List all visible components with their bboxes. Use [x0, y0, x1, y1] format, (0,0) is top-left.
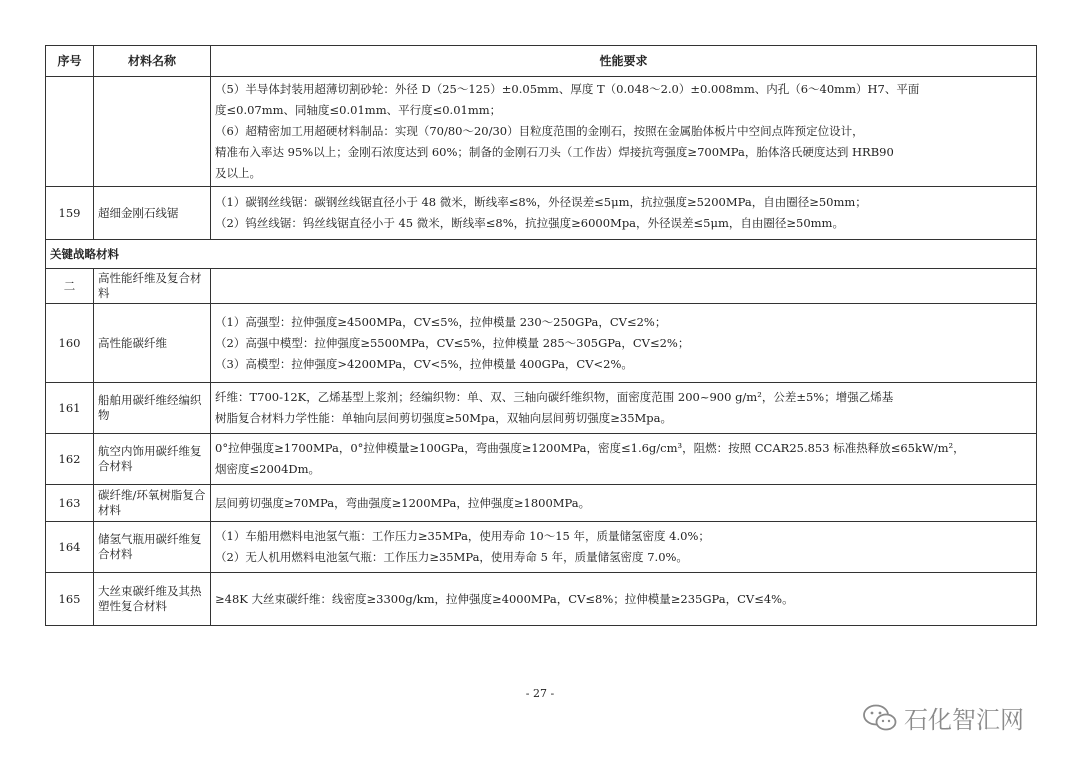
cell-perf: [211, 304, 1037, 383]
cell-perf: [211, 187, 1037, 240]
table-header-row: [46, 46, 1037, 77]
cell-name: [94, 77, 211, 187]
table-row: [46, 304, 1037, 383]
cell-no: 165: [46, 573, 94, 626]
cell-perf: [211, 269, 1037, 304]
perf-line: （1）车船用燃料电池氢气瓶：工作压力≥35MPa，使用寿命 10～15 年，质量储氢密度 4.0%；: [215, 529, 710, 543]
cell-no: 164: [46, 522, 94, 573]
perf-line: （2）高强中模型：拉伸强度≥5500MPa，CV≤5%，拉伸模量 285～305GPa，CV≤2%；: [215, 335, 690, 350]
spec-table: [45, 45, 1037, 626]
cell-name: 高性能碳纤维: [94, 304, 211, 383]
perf-line: 度≤0.07mm、同轴度≤0.01mm、平行度≤0.01mm；: [215, 103, 502, 117]
perf-line: 及以上。: [215, 166, 261, 180]
cell-no: 160: [46, 304, 94, 383]
cell-perf: [211, 77, 1037, 187]
perf-line: 烟密度≤2004Dm。: [215, 462, 321, 476]
page-number: - 27 -: [525, 687, 555, 700]
perf-line: 0°拉伸强度≥1700MPa，0°拉伸模量≥100GPa，弯曲强度≥1200MPa，密度≤1.6g/cm³，阻燃：按照 CCAR25.853 标准热释放≤65kW/m²，: [215, 441, 965, 455]
watermark-text: 石化智汇网: [904, 706, 1024, 734]
perf-line: ≥48K 大丝束碳纤维：线密度≥3300g/km，拉伸强度≥4000MPa，CV≤8%；拉伸模量≥235GPa，CV≤4%。: [215, 591, 794, 606]
table-row: [46, 434, 1037, 485]
cell-name: 船舶用碳纤维经编织物: [94, 383, 211, 434]
cell-no: 159: [46, 187, 94, 240]
group-row: [46, 269, 1037, 304]
table-row: [46, 187, 1037, 240]
perf-line: （6）超精密加工用超硬材料制品：实现（70/80～20/30）目粒度范围的金刚石，按照在金属胎体板片中空间点阵预定位设计，: [215, 124, 864, 138]
cell-no: 163: [46, 485, 94, 522]
perf-line: 精准布入率达 95%以上；金刚石浓度达到 60%；制备的金刚石刀头（工作齿）焊接抗弯强度≥700MPa，胎体洛氏硬度达到 HRB90: [215, 145, 894, 159]
section-title: 关键战略材料: [46, 240, 1037, 269]
cell-perf: [211, 434, 1037, 485]
perf-line: （1）高强型：拉伸强度≥4500MPa，CV≤5%，拉伸模量 230～250GPa，CV≤2%；: [215, 314, 667, 329]
cell-no: [46, 77, 94, 187]
table-row: [46, 383, 1037, 434]
cell-name: 碳纤维/环氧树脂复合材料: [94, 485, 211, 522]
cell-name: 超细金刚石线锯: [94, 187, 211, 240]
group-name: 高性能纤维及复合材料: [94, 269, 211, 304]
header-no: 序号: [46, 46, 94, 77]
watermark: [862, 700, 1024, 735]
cell-perf: [211, 573, 1037, 626]
cell-no: 161: [46, 383, 94, 434]
table-row: [46, 485, 1037, 522]
table-row: [46, 573, 1037, 626]
wechat-icon: [862, 703, 898, 733]
table-row: [46, 522, 1037, 573]
perf-line: 纤维：T700-12K，乙烯基型上浆剂；经编织物：单、双、三轴向碳纤维织物，面密度范围 200~900 g/m²，公差±5%；增强乙烯基: [215, 390, 894, 404]
perf-line: 层间剪切强度≥70MPa，弯曲强度≥1200MPa，拉伸强度≥1800MPa。: [215, 495, 591, 510]
perf-line: （3）高模型：拉伸强度>4200MPa，CV<5%，拉伸模量 400GPa，CV<2%。: [215, 356, 633, 371]
cell-perf: [211, 522, 1037, 573]
perf-line: （1）碳钢丝线锯：碳钢丝线锯直径小于 48 微米，断线率≤8%，外径误差≤5μm，抗拉强度≥5200MPa，自由圈径≥50mm；: [215, 195, 867, 209]
cell-name: 航空内饰用碳纤维复合材料: [94, 434, 211, 485]
cell-name: 储氢气瓶用碳纤维复合材料: [94, 522, 211, 573]
cell-no: 162: [46, 434, 94, 485]
cell-name: 大丝束碳纤维及其热塑性复合材料: [94, 573, 211, 626]
perf-line: （5）半导体封装用超薄切割砂轮：外径 D（25～125）±0.05mm、厚度 T（0.048～2.0）±0.008mm、内孔（6～40mm）H7、平面: [215, 82, 920, 96]
group-no: 二: [46, 269, 94, 304]
perf-line: （2）无人机用燃料电池氢气瓶：工作压力≥35MPa，使用寿命 5 年，质量储氢密度 7.0%。: [215, 550, 688, 564]
perf-line: 树脂复合材料力学性能：单轴向层间剪切强度≥50Mpa，双轴向层间剪切强度≥35Mpa。: [215, 411, 673, 425]
section-row: [46, 240, 1037, 269]
header-perf: 性能要求: [211, 46, 1037, 77]
perf-line: （2）钨丝线锯：钨丝线锯直径小于 45 微米，断线率≤8%，抗拉强度≥6000Mpa，外径误差≤5μm，自由圈径≥50mm。: [215, 216, 844, 230]
cell-perf: [211, 383, 1037, 434]
header-name: 材料名称: [94, 46, 211, 77]
cell-perf: [211, 485, 1037, 522]
table-row: [46, 77, 1037, 187]
